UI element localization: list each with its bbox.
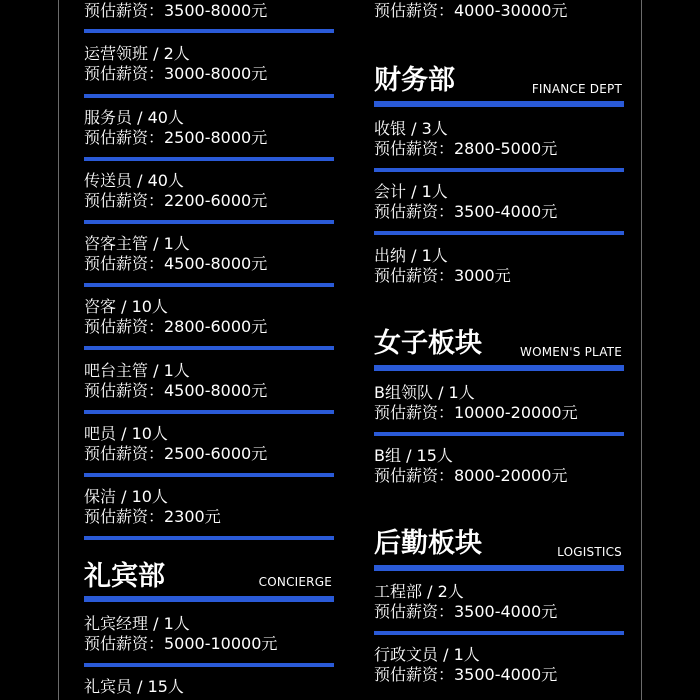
job-salary: 预估薪资：4500-8000元 — [84, 381, 268, 400]
job-title: 服务员 / 40人 — [84, 108, 184, 127]
job-title: B组 / 15人 — [374, 446, 453, 465]
job-salary: 预估薪资：4000-30000元 — [374, 1, 568, 20]
job-salary: 预估薪资：2200-6000元 — [84, 191, 268, 210]
job-title: 行政文员 / 1人 — [374, 645, 480, 664]
dept-divider-bar — [374, 101, 624, 107]
job-entry — [84, 677, 334, 696]
job-salary: 预估薪资：8000-20000元 — [374, 466, 568, 485]
dept-name: 财务部 — [374, 65, 455, 96]
job-entry — [84, 361, 334, 400]
job-title: 工程部 / 2人 — [374, 582, 464, 601]
job-salary: 预估薪资：2800-6000元 — [84, 317, 268, 336]
job-title: 礼宾经理 / 1人 — [84, 614, 190, 633]
divider-bar — [374, 432, 624, 436]
divider-bar — [84, 220, 334, 224]
job-title: 保洁 / 10人 — [84, 487, 168, 506]
divider-bar — [84, 346, 334, 350]
divider-bar — [84, 157, 334, 161]
job-entry — [374, 246, 624, 285]
job-entry — [84, 234, 334, 273]
divider-bar — [84, 473, 334, 477]
divider-bar — [374, 168, 624, 172]
job-entry — [374, 119, 624, 158]
job-salary: 预估薪资：3500-4000元 — [374, 602, 558, 621]
divider-bar — [84, 536, 334, 540]
job-entry — [374, 383, 624, 422]
job-salary: 预估薪资：4500-8000元 — [84, 254, 268, 273]
job-title: 吧员 / 10人 — [84, 424, 168, 443]
dept-english-name: FINANCE DEPT — [531, 82, 622, 96]
job-title: 收银 / 3人 — [374, 119, 448, 138]
job-salary: 预估薪资：2500-8000元 — [84, 128, 268, 147]
job-entry — [374, 182, 624, 221]
job-entry — [84, 171, 334, 210]
dept-divider-bar — [374, 365, 624, 371]
job-title: 出纳 / 1人 — [374, 246, 448, 265]
dept-english-name: WOMEN'S PLATE — [520, 345, 622, 359]
job-title: 吧台主管 / 1人 — [84, 361, 190, 380]
dept-english-name: CONCIERGE — [258, 575, 332, 589]
job-title: 礼宾员 / 15人 — [84, 677, 184, 696]
divider-bar — [374, 631, 624, 635]
job-entry — [84, 44, 334, 83]
dept-name: 女子板块 — [374, 328, 482, 359]
divider-bar — [84, 29, 334, 33]
dept-divider-bar — [84, 596, 334, 602]
job-salary: 预估薪资：3500-4000元 — [374, 202, 558, 221]
dept-english-name: LOGISTICS — [557, 545, 622, 559]
job-entry — [84, 614, 334, 653]
job-entry — [374, 446, 624, 485]
divider-bar — [84, 663, 334, 667]
job-salary: 预估薪资：2300元 — [84, 507, 221, 526]
job-salary: 预估薪资：10000-20000元 — [374, 403, 578, 422]
dept-name: 后勤板块 — [374, 528, 482, 559]
dept-divider-bar — [374, 565, 624, 571]
dept-name: 礼宾部 — [84, 561, 165, 592]
job-entry — [374, 645, 624, 684]
job-entry — [84, 424, 334, 463]
job-title: 会计 / 1人 — [374, 182, 448, 201]
job-title: 运营领班 / 2人 — [84, 44, 190, 63]
job-entry — [374, 582, 624, 621]
divider-bar — [374, 231, 624, 235]
job-entry — [84, 297, 334, 336]
job-title: 咨客 / 10人 — [84, 297, 168, 316]
job-entry — [84, 487, 334, 526]
job-title: 咨客主管 / 1人 — [84, 234, 190, 253]
job-salary: 预估薪资：3000-8000元 — [84, 64, 268, 83]
job-salary: 预估薪资：5000-10000元 — [84, 634, 278, 653]
job-salary: 预估薪资：3500-8000元 — [84, 1, 268, 20]
divider-bar — [84, 410, 334, 414]
left-border-line — [58, 0, 59, 700]
right-border-line — [641, 0, 642, 700]
job-entry — [84, 108, 334, 147]
divider-bar — [84, 94, 334, 98]
job-title: 传送员 / 40人 — [84, 171, 184, 190]
job-salary: 预估薪资：3000元 — [374, 266, 511, 285]
job-title: B组领队 / 1人 — [374, 383, 475, 402]
job-salary: 预估薪资：2800-5000元 — [374, 139, 558, 158]
job-salary: 预估薪资：2500-6000元 — [84, 444, 268, 463]
job-salary: 预估薪资：3500-4000元 — [374, 665, 558, 684]
divider-bar — [84, 283, 334, 287]
